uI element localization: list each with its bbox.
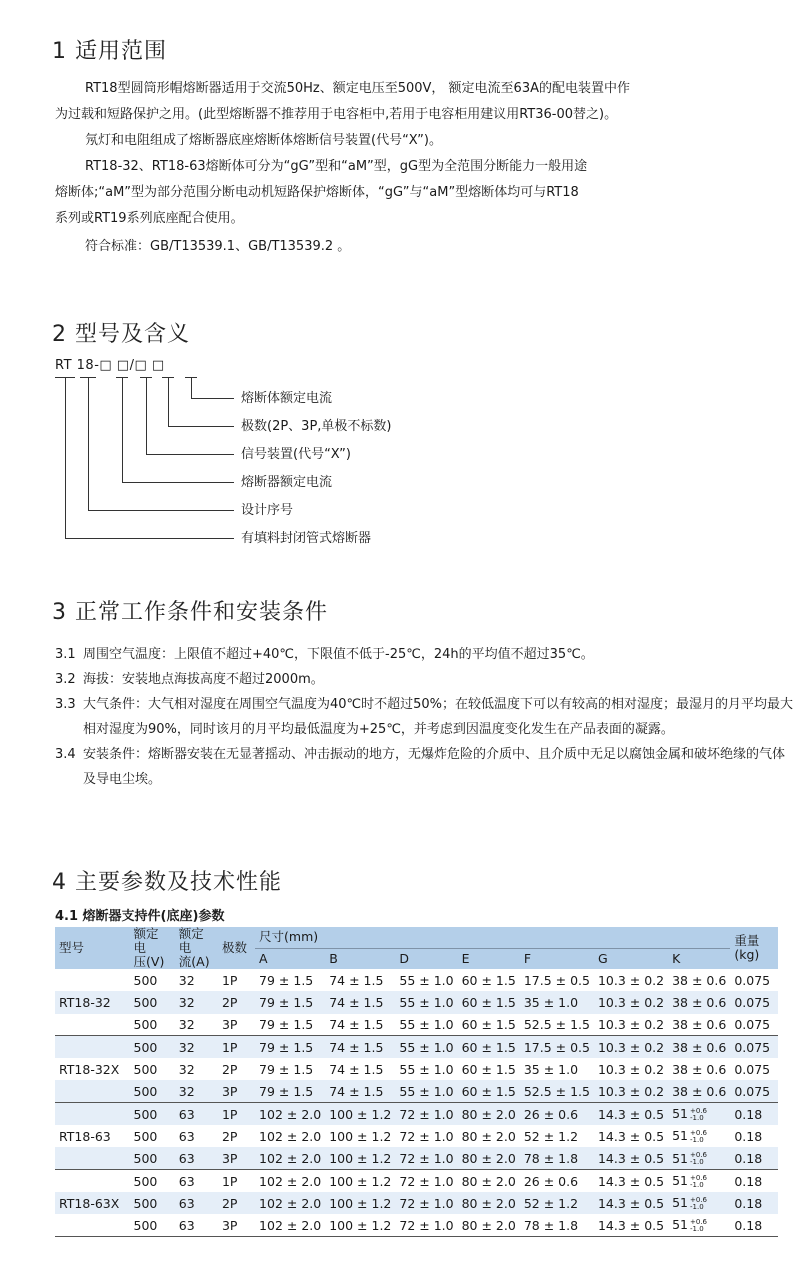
table-cell: 10.3 ± 0.2 <box>594 1080 668 1102</box>
table-cell: 102 ± 2.0 <box>255 1192 325 1214</box>
table-row <box>55 1103 778 1125</box>
table-cell: 14.3 ± 0.5 <box>597 1173 665 1189</box>
header-current <box>175 927 218 969</box>
table-cell: 74 ± 1.5 <box>325 1014 395 1036</box>
table-cell: 0.18 <box>730 1192 778 1214</box>
table-cell: 72 ± 1.0 <box>395 1214 457 1236</box>
table-cell: 100 ± 1.2 <box>325 1103 395 1125</box>
table-cell: 1P <box>221 972 238 988</box>
table-cell: 35 ± 1.0 <box>523 1061 579 1077</box>
table-row <box>55 1170 778 1192</box>
table-cell: 26 ± 0.6 <box>523 1173 579 1189</box>
table-cell: 0.18 <box>730 1214 778 1236</box>
tolerance-superscript: +0.6 -1.0 <box>690 1128 708 1144</box>
header-dim-d: D <box>395 948 457 969</box>
table-cell: 0.075 <box>730 1014 778 1036</box>
table-cell: 500 <box>133 1173 158 1189</box>
table-cell: 2P <box>218 991 255 1013</box>
condition-text: 安装条件：熔断器安装在无显著摇动、冲击振动的地方，无爆炸危险的介质中、且介质中无足以腐蚀金属和破坏绝缘的气体及导电尘埃。 <box>83 747 786 787</box>
table-body <box>55 969 778 1237</box>
table-cell: 17.5 ± 0.5 <box>523 972 590 988</box>
table-cell: 2P <box>221 1128 238 1144</box>
table-cell: 38 ± 0.6 <box>672 972 727 988</box>
table-cell: 38 ± 0.6 <box>668 1036 730 1058</box>
table-cell: 55 ± 1.0 <box>395 991 457 1013</box>
diagram-line <box>146 377 147 454</box>
diagram-label: 极数(2P、3P,单极不标数) <box>241 419 392 434</box>
table-row <box>55 1036 778 1058</box>
table-row <box>55 991 778 1013</box>
table-cell: 55 ± 1.0 <box>395 1014 457 1036</box>
header-dim-a: A <box>255 948 325 969</box>
table-cell: 52 ± 1.2 <box>523 1128 579 1144</box>
table-cell: 79 ± 1.5 <box>255 991 325 1013</box>
cell-model <box>55 1147 130 1169</box>
table-cell: 72 ± 1.0 <box>395 1147 457 1169</box>
table-cell: 63 <box>178 1173 195 1189</box>
condition-item <box>55 692 795 742</box>
table-cell: 500 <box>133 1061 158 1077</box>
table-cell: 60 ± 1.5 <box>458 1080 520 1102</box>
table-cell: 38 ± 0.6 <box>668 991 730 1013</box>
tolerance-superscript: +0.6 -1.0 <box>690 1195 708 1211</box>
table-cell: 0.075 <box>730 1036 778 1058</box>
header-dim-k: K <box>668 948 730 969</box>
diagram-label: 有填料封闭管式熔断器 <box>241 531 372 546</box>
header-weight <box>730 927 778 969</box>
cell-model <box>55 1014 130 1036</box>
condition-item <box>55 642 795 667</box>
condition-item <box>55 667 795 692</box>
table-cell: 51 +0.6 -1.0 <box>672 1128 708 1144</box>
diagram-label: 熔断器额定电流 <box>241 475 333 490</box>
table-cell: 74 ± 1.5 <box>329 972 384 988</box>
header-dim-e: E <box>458 948 520 969</box>
table-cell: 55 ± 1.0 <box>399 1061 454 1077</box>
tolerance-superscript: +0.6 -1.0 <box>690 1151 708 1167</box>
table-cell: 102 ± 2.0 <box>255 1214 325 1236</box>
table-cell: 14.3 ± 0.5 <box>597 1128 665 1144</box>
diagram-line <box>122 377 123 482</box>
table-cell: 80 ± 2.0 <box>461 1173 516 1189</box>
table-cell: 500 <box>130 1014 175 1036</box>
table-subtitle: 4.1 熔断器支持件(底座)参数 <box>55 909 225 924</box>
table-cell: 38 ± 0.6 <box>672 1061 727 1077</box>
paragraph-line: RT18型圆筒形帽熔断器适用于交流50Hz、额定电压至500V， 额定电流至63A的配电装置中作 <box>85 81 630 96</box>
table-cell: 52 ± 1.2 <box>520 1192 594 1214</box>
table-cell: 0.18 <box>730 1147 778 1169</box>
table-cell: 0.075 <box>734 1061 771 1077</box>
header-weight-line1: 重量 <box>734 933 760 948</box>
table-cell: 32 <box>178 1061 195 1077</box>
table-cell: 100 ± 1.2 <box>325 1147 395 1169</box>
table-cell: 10.3 ± 0.2 <box>594 991 668 1013</box>
table-cell: 60 ± 1.5 <box>458 1036 520 1058</box>
cell-model: RT18-63X <box>55 1192 130 1214</box>
table-cell: 72 ± 1.0 <box>395 1103 457 1125</box>
condition-number: 3.1 <box>55 647 76 662</box>
section-3-title: 3 正常工作条件和安装条件 <box>52 600 328 625</box>
table-cell: 60 ± 1.5 <box>461 1061 516 1077</box>
table-cell: 80 ± 2.0 <box>458 1147 520 1169</box>
condition-number: 3.3 <box>55 697 76 712</box>
table-cell: 63 <box>175 1147 218 1169</box>
table-cell: 78 ± 1.8 <box>520 1214 594 1236</box>
table-cell: 102 ± 2.0 <box>255 1103 325 1125</box>
table-cell: 79 ± 1.5 <box>255 1080 325 1102</box>
diagram-line <box>191 377 192 398</box>
conditions-list <box>55 642 795 792</box>
header-voltage-line1: 额定电 <box>133 926 159 955</box>
paragraph-line: RT18-32、RT18-63熔断体可分为“gG”型和“aM”型，gG型为全范围分断能力一般用途 <box>85 159 588 174</box>
table-cell: 0.18 <box>734 1173 763 1189</box>
table-row <box>55 1214 778 1236</box>
table-cell: 51 +0.6 -1.0 <box>668 1214 730 1236</box>
table-cell: 74 ± 1.5 <box>325 1036 395 1058</box>
table-cell: 74 ± 1.5 <box>325 991 395 1013</box>
cell-model <box>55 1036 130 1058</box>
table-cell: 32 <box>175 1036 218 1058</box>
diagram-label: 信号装置(代号“X”) <box>241 447 351 462</box>
header-voltage <box>130 927 175 969</box>
fuse-base-spec-table <box>55 927 778 1237</box>
table-cell: 100 ± 1.2 <box>325 1192 395 1214</box>
table-cell: 0.075 <box>734 972 771 988</box>
table-cell: 3P <box>218 1147 255 1169</box>
table-cell: 17.5 ± 0.5 <box>520 1036 594 1058</box>
table-cell: 0.075 <box>730 1080 778 1102</box>
table-cell: 10.3 ± 0.2 <box>597 1061 665 1077</box>
table-cell: 32 <box>175 991 218 1013</box>
table-cell: 55 ± 1.0 <box>399 972 454 988</box>
table-cell: 51 +0.6 -1.0 <box>668 1103 730 1125</box>
table-cell: 26 ± 0.6 <box>520 1103 594 1125</box>
table-cell: 500 <box>130 1036 175 1058</box>
header-current-line1: 额定电 <box>178 926 204 955</box>
cell-model <box>55 1214 130 1236</box>
table-cell: 2P <box>221 1061 238 1077</box>
table-row <box>55 1147 778 1169</box>
table-cell: 10.3 ± 0.2 <box>594 1014 668 1036</box>
table-cell: 80 ± 2.0 <box>458 1214 520 1236</box>
condition-text: 大气条件：大气相对湿度在周围空气温度为40℃时不超过50%；在较低温度下可以有较高的相对湿度；最湿月的月平均最大相对湿度为90%，同时该月的月平均最低温度为+25℃，并考虑到因温度变化发生在产品表面的凝露。 <box>83 697 794 737</box>
table-cell: 51 +0.6 -1.0 <box>672 1173 708 1189</box>
table-cell: 102 ± 2.0 <box>259 1128 322 1144</box>
diagram-line <box>88 510 234 511</box>
tolerance-superscript: +0.6 -1.0 <box>690 1217 708 1233</box>
table-cell: 3P <box>218 1014 255 1036</box>
table-cell: 55 ± 1.0 <box>395 1080 457 1102</box>
section-4-title: 4 主要参数及技术性能 <box>52 870 282 895</box>
diagram-line <box>122 482 234 483</box>
table-cell: 500 <box>133 972 158 988</box>
table-cell: 63 <box>175 1103 218 1125</box>
diagram-line <box>146 454 234 455</box>
table-cell: 10.3 ± 0.2 <box>597 972 665 988</box>
table-row <box>55 1058 778 1080</box>
table-cell: 51 +0.6 -1.0 <box>668 1147 730 1169</box>
table-cell: 32 <box>175 1014 218 1036</box>
table-cell: 500 <box>133 1128 158 1144</box>
cell-model: RT18-32 <box>55 991 130 1013</box>
table-cell: 60 ± 1.5 <box>458 991 520 1013</box>
condition-number: 3.2 <box>55 672 76 687</box>
condition-text: 海拔：安装地点海拔高度不超过2000m。 <box>83 672 324 687</box>
table-cell: 32 <box>178 972 195 988</box>
table-cell: 38 ± 0.6 <box>668 1080 730 1102</box>
table-cell: 100 ± 1.2 <box>329 1128 392 1144</box>
table-row <box>55 1080 778 1102</box>
condition-item <box>55 742 795 792</box>
table-cell: 55 ± 1.0 <box>395 1036 457 1058</box>
paragraph-line: 系列或RT19系列底座配合使用。 <box>55 211 244 226</box>
header-poles: 极数 <box>218 927 255 969</box>
table-cell: 1P <box>221 1173 238 1189</box>
table-cell: 74 ± 1.5 <box>325 1080 395 1102</box>
paragraph-line: 符合标准：GB/T13539.1、GB/T13539.2 。 <box>85 239 351 254</box>
header-dim-b: B <box>325 948 395 969</box>
cell-model <box>55 1080 130 1102</box>
cell-model <box>55 969 130 991</box>
table-cell: 60 ± 1.5 <box>461 972 516 988</box>
table-cell: 100 ± 1.2 <box>329 1173 392 1189</box>
header-dim-g: G <box>594 948 668 969</box>
table-cell: 0.075 <box>730 991 778 1013</box>
table-cell: 52.5 ± 1.5 <box>520 1080 594 1102</box>
table-cell: 79 ± 1.5 <box>255 1036 325 1058</box>
table-cell: 500 <box>130 1080 175 1102</box>
header-dimensions: 尺寸(mm) <box>255 927 730 948</box>
table-cell: 1P <box>218 1103 255 1125</box>
table-row <box>55 969 778 991</box>
model-code-diagram <box>55 358 515 558</box>
table-cell: 3P <box>218 1080 255 1102</box>
table-cell: 63 <box>175 1192 218 1214</box>
table-cell: 74 ± 1.5 <box>329 1061 384 1077</box>
table-cell: 14.3 ± 0.5 <box>594 1214 668 1236</box>
table-cell: 500 <box>130 1214 175 1236</box>
diagram-label: 设计序号 <box>241 503 294 518</box>
cell-model: RT18-32X <box>59 1061 120 1077</box>
table-cell: 80 ± 2.0 <box>461 1128 516 1144</box>
table-cell: 32 <box>175 1080 218 1102</box>
diagram-line <box>65 377 66 538</box>
table-cell: 35 ± 1.0 <box>520 991 594 1013</box>
paragraph-line: 氖灯和电阻组成了熔断器底座熔断体熔断信号装置(代号“X”)。 <box>85 133 442 148</box>
table-cell: 0.18 <box>734 1128 763 1144</box>
diagram-line <box>88 377 89 510</box>
table-cell: 500 <box>130 1147 175 1169</box>
diagram-line <box>191 398 234 399</box>
table-cell: 80 ± 2.0 <box>458 1192 520 1214</box>
table-row <box>55 1192 778 1214</box>
header-dim-f: F <box>520 948 594 969</box>
condition-text: 周围空气温度：上限值不超过+40℃，下限值不低于-25℃，24h的平均值不超过35℃。 <box>83 647 594 662</box>
header-weight-line2: (kg) <box>734 947 760 962</box>
table-cell: 79 ± 1.5 <box>259 972 314 988</box>
cell-model <box>55 1170 130 1192</box>
tolerance-superscript: +0.6 -1.0 <box>690 1106 708 1122</box>
diagram-label: 熔断体额定电流 <box>241 391 333 406</box>
paragraph-line: 为过载和短路保护之用。(此型熔断器不推荐用于电容柜中,若用于电容柜用建议用RT36-00替之)。 <box>55 107 618 122</box>
table-row <box>55 1125 778 1147</box>
section-1-body <box>55 76 785 260</box>
cell-model <box>55 1103 130 1125</box>
table-cell: 79 ± 1.5 <box>259 1061 314 1077</box>
table-cell: 500 <box>130 1192 175 1214</box>
table-cell: 3P <box>218 1214 255 1236</box>
table-cell: 102 ± 2.0 <box>259 1173 322 1189</box>
table-cell: 1P <box>218 1036 255 1058</box>
table-cell: 78 ± 1.8 <box>520 1147 594 1169</box>
table-cell: 14.3 ± 0.5 <box>594 1147 668 1169</box>
table-cell: 100 ± 1.2 <box>325 1214 395 1236</box>
table-cell: 51 +0.6 -1.0 <box>668 1192 730 1214</box>
table-cell: 500 <box>130 1103 175 1125</box>
diagram-line <box>65 538 234 539</box>
table-row <box>55 1014 778 1036</box>
table-cell: 63 <box>175 1214 218 1236</box>
table-cell: 79 ± 1.5 <box>255 1014 325 1036</box>
table-cell: 60 ± 1.5 <box>458 1014 520 1036</box>
cell-model: RT18-63 <box>59 1128 111 1144</box>
table-cell: 52.5 ± 1.5 <box>520 1014 594 1036</box>
table-cell: 72 ± 1.0 <box>399 1173 454 1189</box>
diagram-line <box>168 377 169 426</box>
table-cell: 500 <box>130 991 175 1013</box>
table-cell: 72 ± 1.0 <box>395 1192 457 1214</box>
diagram-line <box>168 426 234 427</box>
table-cell: 14.3 ± 0.5 <box>594 1192 668 1214</box>
header-current-line2: 流(A) <box>178 954 210 969</box>
tolerance-superscript: +0.6 -1.0 <box>690 1173 708 1189</box>
table-cell: 38 ± 0.6 <box>668 1014 730 1036</box>
header-voltage-line2: 压(V) <box>133 954 165 969</box>
table-cell: 72 ± 1.0 <box>399 1128 454 1144</box>
table-cell: 102 ± 2.0 <box>255 1147 325 1169</box>
header-model: 型号 <box>55 927 130 969</box>
table-cell: 80 ± 2.0 <box>458 1103 520 1125</box>
table-cell: 63 <box>178 1128 195 1144</box>
table-cell: 2P <box>218 1192 255 1214</box>
table-cell: 10.3 ± 0.2 <box>594 1036 668 1058</box>
condition-number: 3.4 <box>55 747 76 762</box>
section-1-title: 1 适用范围 <box>52 39 167 64</box>
section-2-title: 2 型号及含义 <box>52 322 190 347</box>
table-cell: 0.18 <box>730 1103 778 1125</box>
table-cell: 14.3 ± 0.5 <box>594 1103 668 1125</box>
model-code: RT 18-□ □/□ □ <box>55 358 165 373</box>
paragraph-line: 熔断体;“aM”型为部分范围分断电动机短路保护熔断体，“gG”与“aM”型熔断体均可与RT18 <box>55 185 579 200</box>
